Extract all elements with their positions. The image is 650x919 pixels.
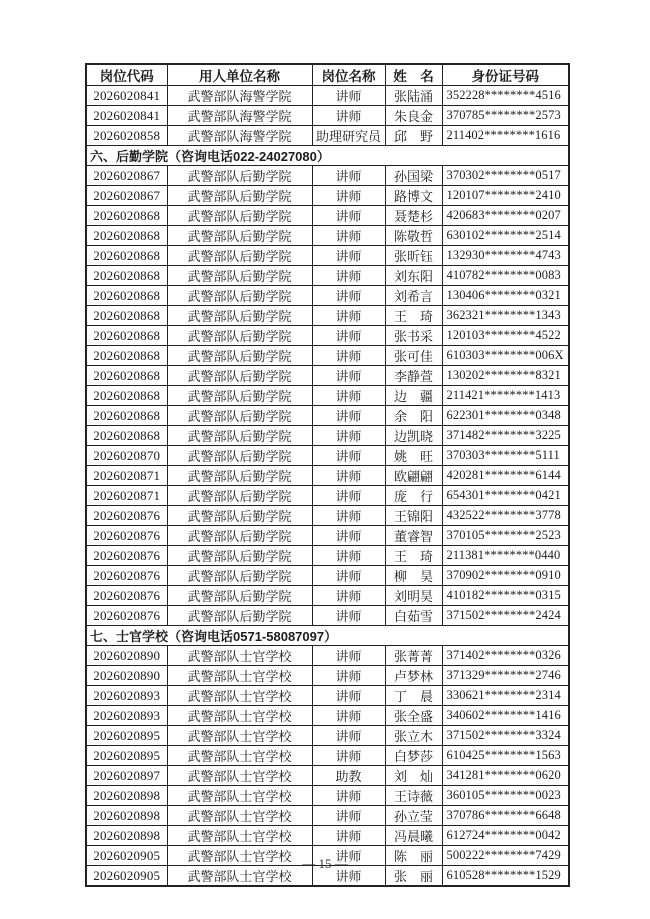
table-row: [86, 786, 569, 806]
cell-position-title: 讲师: [312, 486, 385, 506]
cell-person-name: 柳 昊: [385, 566, 442, 586]
cell-id-number: 370902********0910: [442, 566, 569, 586]
table-row: [86, 646, 569, 666]
cell-employer-name: 武警部队士官学校: [167, 866, 312, 887]
cell-employer-name: 武警部队后勤学院: [167, 186, 312, 206]
table-row: [86, 686, 569, 706]
cell-person-name: 王诗薇: [385, 786, 442, 806]
cell-person-name: 张昕钰: [385, 246, 442, 266]
cell-employer-name: 武警部队海警学院: [167, 106, 312, 126]
cell-position-title: 助理研究员: [312, 126, 385, 146]
cell-id-number: 630102********2514: [442, 226, 569, 246]
cell-person-name: 边 疆: [385, 386, 442, 406]
cell-position-title: 讲师: [312, 346, 385, 366]
cell-id-number: 420281********6144: [442, 466, 569, 486]
cell-position-code: 2026020868: [86, 306, 167, 326]
cell-person-name: 张立木: [385, 726, 442, 746]
cell-position-title: 讲师: [312, 206, 385, 226]
cell-position-title: 讲师: [312, 186, 385, 206]
cell-position-title: 讲师: [312, 446, 385, 466]
cell-position-title: 讲师: [312, 646, 385, 666]
cell-position-title: 讲师: [312, 306, 385, 326]
cell-employer-name: 武警部队后勤学院: [167, 286, 312, 306]
table-row: [86, 406, 569, 426]
cell-position-code: 2026020890: [86, 646, 167, 666]
cell-employer-name: 武警部队后勤学院: [167, 506, 312, 526]
cell-person-name: 刘东阳: [385, 266, 442, 286]
cell-position-title: 讲师: [312, 106, 385, 126]
cell-person-name: 边凯晓: [385, 426, 442, 446]
cell-employer-name: 武警部队后勤学院: [167, 386, 312, 406]
cell-position-title: 讲师: [312, 426, 385, 446]
table-row: [86, 606, 569, 626]
cell-person-name: 张陆涌: [385, 86, 442, 106]
table-body: [86, 86, 569, 887]
table-row: [86, 546, 569, 566]
cell-id-number: 370105********2523: [442, 526, 569, 546]
cell-position-code: 2026020868: [86, 406, 167, 426]
cell-employer-name: 武警部队后勤学院: [167, 226, 312, 246]
cell-person-name: 王锦阳: [385, 506, 442, 526]
cell-employer-name: 武警部队士官学校: [167, 806, 312, 826]
cell-id-number: 211421********1413: [442, 386, 569, 406]
cell-position-code: 2026020841: [86, 106, 167, 126]
cell-position-code: 2026020868: [86, 246, 167, 266]
cell-employer-name: 武警部队后勤学院: [167, 526, 312, 546]
cell-position-title: 讲师: [312, 606, 385, 626]
cell-position-title: 讲师: [312, 546, 385, 566]
table-header-row: [86, 64, 569, 86]
cell-employer-name: 武警部队后勤学院: [167, 326, 312, 346]
cell-position-code: 2026020898: [86, 826, 167, 846]
table-row: [86, 86, 569, 106]
cell-position-code: 2026020893: [86, 706, 167, 726]
cell-id-number: 370785********2573: [442, 106, 569, 126]
cell-employer-name: 武警部队士官学校: [167, 666, 312, 686]
table-row: [86, 666, 569, 686]
cell-employer-name: 武警部队士官学校: [167, 686, 312, 706]
cell-id-number: 410782********0083: [442, 266, 569, 286]
cell-employer-name: 武警部队士官学校: [167, 706, 312, 726]
cell-employer-name: 武警部队后勤学院: [167, 446, 312, 466]
table-header: [86, 64, 569, 86]
header-person-name: 姓 名: [385, 64, 442, 86]
cell-id-number: 211381********0440: [442, 546, 569, 566]
cell-person-name: 聂楚杉: [385, 206, 442, 226]
cell-id-number: 610303********006X: [442, 346, 569, 366]
cell-id-number: 370303********5111: [442, 446, 569, 466]
table-row: [86, 806, 569, 826]
cell-position-code: 2026020870: [86, 446, 167, 466]
cell-employer-name: 武警部队士官学校: [167, 826, 312, 846]
cell-id-number: 120103********4522: [442, 326, 569, 346]
cell-position-code: 2026020868: [86, 366, 167, 386]
cell-position-code: 2026020898: [86, 806, 167, 826]
table-row: [86, 426, 569, 446]
cell-position-title: 讲师: [312, 166, 385, 186]
section-header-row: [86, 626, 569, 646]
table-row: [86, 186, 569, 206]
cell-position-code: 2026020868: [86, 206, 167, 226]
cell-id-number: 330621********2314: [442, 686, 569, 706]
cell-person-name: 刘 灿: [385, 766, 442, 786]
table-row: [86, 226, 569, 246]
cell-person-name: 孙国梁: [385, 166, 442, 186]
cell-person-name: 李静萱: [385, 366, 442, 386]
cell-person-name: 邱 野: [385, 126, 442, 146]
cell-person-name: 陈 丽: [385, 846, 442, 866]
cell-person-name: 董睿智: [385, 526, 442, 546]
cell-person-name: 刘希言: [385, 286, 442, 306]
cell-id-number: 610528********1529: [442, 866, 569, 887]
table-row: [86, 446, 569, 466]
cell-employer-name: 武警部队士官学校: [167, 726, 312, 746]
cell-employer-name: 武警部队士官学校: [167, 766, 312, 786]
cell-position-title: 讲师: [312, 666, 385, 686]
table-row: [86, 706, 569, 726]
header-employer-name: 用人单位名称: [167, 64, 312, 86]
cell-position-code: 2026020876: [86, 506, 167, 526]
cell-position-title: 讲师: [312, 826, 385, 846]
cell-position-title: 讲师: [312, 246, 385, 266]
cell-person-name: 张可佳: [385, 346, 442, 366]
table-row: [86, 526, 569, 546]
cell-position-title: 讲师: [312, 786, 385, 806]
cell-position-code: 2026020897: [86, 766, 167, 786]
table-row: [86, 586, 569, 606]
table-row: [86, 726, 569, 746]
cell-person-name: 卢梦林: [385, 666, 442, 686]
cell-position-title: 讲师: [312, 686, 385, 706]
cell-position-title: 讲师: [312, 86, 385, 106]
cell-position-title: 讲师: [312, 566, 385, 586]
table-row: [86, 246, 569, 266]
cell-employer-name: 武警部队士官学校: [167, 746, 312, 766]
table-row: [86, 326, 569, 346]
cell-person-name: 冯晨曦: [385, 826, 442, 846]
cell-id-number: 410182********0315: [442, 586, 569, 606]
cell-position-title: 讲师: [312, 326, 385, 346]
cell-position-title: 讲师: [312, 226, 385, 246]
cell-position-code: 2026020898: [86, 786, 167, 806]
cell-id-number: 371502********3324: [442, 726, 569, 746]
cell-id-number: 371482********3225: [442, 426, 569, 446]
cell-person-name: 张 丽: [385, 866, 442, 887]
table-row: [86, 366, 569, 386]
cell-employer-name: 武警部队后勤学院: [167, 466, 312, 486]
table-row: [86, 306, 569, 326]
cell-employer-name: 武警部队后勤学院: [167, 306, 312, 326]
cell-position-code: 2026020905: [86, 846, 167, 866]
cell-position-title: 讲师: [312, 366, 385, 386]
cell-person-name: 余 阳: [385, 406, 442, 426]
section-header-row: [86, 146, 569, 166]
cell-id-number: 432522********3778: [442, 506, 569, 526]
cell-position-title: 讲师: [312, 746, 385, 766]
cell-position-code: 2026020871: [86, 486, 167, 506]
cell-person-name: 张全盛: [385, 706, 442, 726]
cell-position-code: 2026020841: [86, 86, 167, 106]
cell-employer-name: 武警部队后勤学院: [167, 366, 312, 386]
cell-id-number: 610425********1563: [442, 746, 569, 766]
table-row: [86, 766, 569, 786]
cell-employer-name: 武警部队士官学校: [167, 786, 312, 806]
cell-id-number: 211402********1616: [442, 126, 569, 146]
cell-position-title: 讲师: [312, 846, 385, 866]
cell-person-name: 白茹雪: [385, 606, 442, 626]
cell-person-name: 欧翩翩: [385, 466, 442, 486]
page-number: — 15 —: [302, 856, 348, 871]
cell-id-number: 360105********0023: [442, 786, 569, 806]
cell-person-name: 孙立莹: [385, 806, 442, 826]
cell-position-title: 讲师: [312, 406, 385, 426]
cell-position-code: 2026020868: [86, 386, 167, 406]
table-row: [86, 206, 569, 226]
cell-id-number: 362321********1343: [442, 306, 569, 326]
table-row: [86, 346, 569, 366]
table-row: [86, 386, 569, 406]
cell-position-title: 讲师: [312, 506, 385, 526]
cell-person-name: 王 琦: [385, 546, 442, 566]
cell-id-number: 370302********0517: [442, 166, 569, 186]
cell-position-code: 2026020876: [86, 526, 167, 546]
cell-employer-name: 武警部队后勤学院: [167, 206, 312, 226]
cell-position-code: 2026020868: [86, 286, 167, 306]
cell-id-number: 622301********0348: [442, 406, 569, 426]
table-row: [86, 466, 569, 486]
header-position-code: 岗位代码: [86, 64, 167, 86]
cell-position-code: 2026020868: [86, 326, 167, 346]
cell-employer-name: 武警部队后勤学院: [167, 606, 312, 626]
cell-position-title: 讲师: [312, 386, 385, 406]
table-row: [86, 506, 569, 526]
cell-position-code: 2026020868: [86, 346, 167, 366]
cell-position-code: 2026020876: [86, 566, 167, 586]
cell-employer-name: 武警部队海警学院: [167, 86, 312, 106]
table-row: [86, 486, 569, 506]
cell-id-number: 132930********4743: [442, 246, 569, 266]
table-row: [86, 126, 569, 146]
cell-employer-name: 武警部队后勤学院: [167, 546, 312, 566]
cell-person-name: 姚 旺: [385, 446, 442, 466]
section-header-label: 七、士官学校（咨询电话0571-58087097）: [86, 626, 569, 646]
cell-person-name: 朱良金: [385, 106, 442, 126]
cell-person-name: 丁 晨: [385, 686, 442, 706]
table-row: [86, 566, 569, 586]
cell-id-number: 130202********8321: [442, 366, 569, 386]
cell-person-name: 陈敬哲: [385, 226, 442, 246]
cell-id-number: 340602********1416: [442, 706, 569, 726]
table-row: [86, 106, 569, 126]
cell-employer-name: 武警部队后勤学院: [167, 166, 312, 186]
cell-position-title: 讲师: [312, 866, 385, 887]
cell-id-number: 500222********7429: [442, 846, 569, 866]
cell-position-title: 讲师: [312, 706, 385, 726]
cell-employer-name: 武警部队后勤学院: [167, 586, 312, 606]
cell-position-title: 助教: [312, 766, 385, 786]
table-row: [86, 286, 569, 306]
cell-employer-name: 武警部队后勤学院: [167, 406, 312, 426]
cell-person-name: 张书采: [385, 326, 442, 346]
cell-position-code: 2026020895: [86, 746, 167, 766]
cell-employer-name: 武警部队后勤学院: [167, 566, 312, 586]
cell-id-number: 371502********2424: [442, 606, 569, 626]
cell-position-title: 讲师: [312, 586, 385, 606]
cell-position-code: 2026020876: [86, 586, 167, 606]
section-header-label: 六、后勤学院（咨询电话022-24027080）: [86, 146, 569, 166]
cell-employer-name: 武警部队后勤学院: [167, 246, 312, 266]
cell-position-code: 2026020876: [86, 606, 167, 626]
cell-employer-name: 武警部队海警学院: [167, 126, 312, 146]
cell-id-number: 371402********0326: [442, 646, 569, 666]
cell-id-number: 654301********0421: [442, 486, 569, 506]
cell-employer-name: 武警部队士官学校: [167, 646, 312, 666]
header-position-title: 岗位名称: [312, 64, 385, 86]
cell-position-code: 2026020867: [86, 166, 167, 186]
header-id-number: 身份证号码: [442, 64, 569, 86]
table-row: [86, 266, 569, 286]
cell-position-code: 2026020868: [86, 426, 167, 446]
table-row: [86, 166, 569, 186]
cell-position-code: 2026020868: [86, 226, 167, 246]
cell-position-title: 讲师: [312, 806, 385, 826]
cell-person-name: 白梦莎: [385, 746, 442, 766]
cell-position-code: 2026020905: [86, 866, 167, 887]
cell-employer-name: 武警部队后勤学院: [167, 346, 312, 366]
cell-position-title: 讲师: [312, 466, 385, 486]
cell-person-name: 王 琦: [385, 306, 442, 326]
cell-position-code: 2026020893: [86, 686, 167, 706]
table-row: [86, 826, 569, 846]
cell-position-title: 讲师: [312, 526, 385, 546]
cell-employer-name: 武警部队士官学校: [167, 846, 312, 866]
cell-id-number: 371329********2746: [442, 666, 569, 686]
cell-id-number: 420683********0207: [442, 206, 569, 226]
cell-position-title: 讲师: [312, 266, 385, 286]
cell-position-code: 2026020867: [86, 186, 167, 206]
cell-id-number: 370786********6648: [442, 806, 569, 826]
cell-id-number: 130406********0321: [442, 286, 569, 306]
cell-id-number: 120107********2410: [442, 186, 569, 206]
cell-person-name: 张菁菁: [385, 646, 442, 666]
cell-employer-name: 武警部队后勤学院: [167, 486, 312, 506]
cell-position-code: 2026020890: [86, 666, 167, 686]
cell-position-code: 2026020871: [86, 466, 167, 486]
cell-position-code: 2026020876: [86, 546, 167, 566]
cell-person-name: 庞 行: [385, 486, 442, 506]
cell-position-title: 讲师: [312, 286, 385, 306]
table-row: [86, 746, 569, 766]
cell-id-number: 352228********4516: [442, 86, 569, 106]
cell-position-code: 2026020895: [86, 726, 167, 746]
cell-employer-name: 武警部队后勤学院: [167, 266, 312, 286]
cell-person-name: 路博文: [385, 186, 442, 206]
cell-position-code: 2026020858: [86, 126, 167, 146]
cell-position-code: 2026020868: [86, 266, 167, 286]
cell-id-number: 612724********0042: [442, 826, 569, 846]
applicant-table: [85, 63, 570, 887]
cell-position-title: 讲师: [312, 726, 385, 746]
cell-person-name: 刘明昊: [385, 586, 442, 606]
cell-id-number: 341281********0620: [442, 766, 569, 786]
cell-employer-name: 武警部队后勤学院: [167, 426, 312, 446]
